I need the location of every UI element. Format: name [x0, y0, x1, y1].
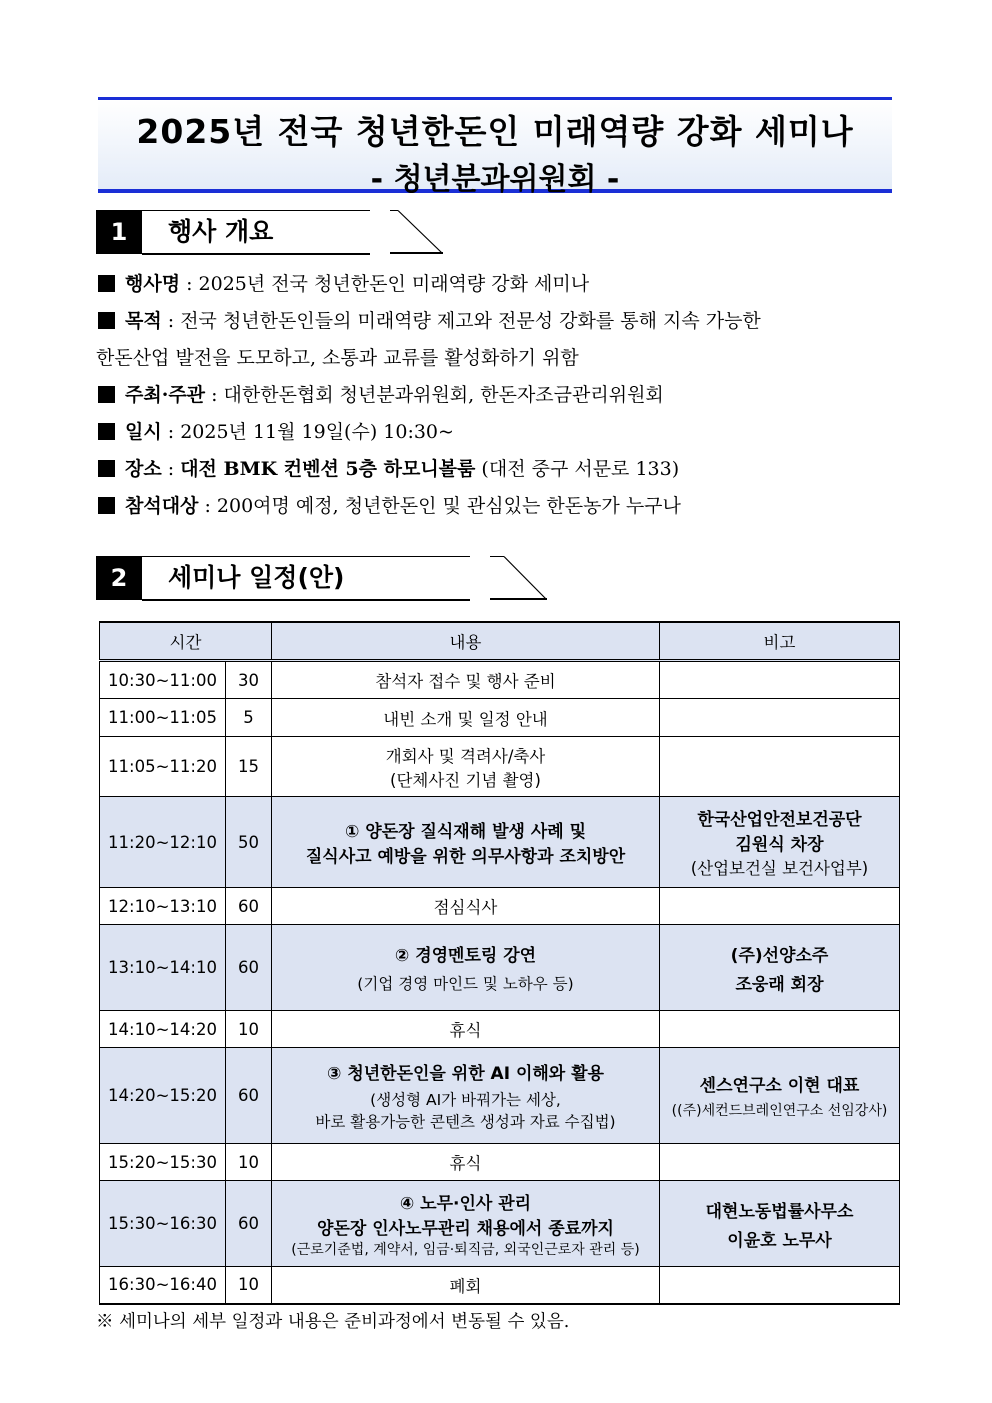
overview-item-event-name: 행사명 : 2025년 전국 청년한돈인 미래역량 강화 세미나 [96, 266, 916, 303]
schedule-table [99, 621, 900, 1305]
overview-list [96, 266, 916, 525]
bullet-square-icon [98, 497, 115, 514]
table-row: 13:10~14:10 60 ② 경영멘토링 강연 (기업 경영 마인드 및 노하우 등) (주)선양소주 조웅래 회장 [100, 925, 900, 1011]
table-row: 15:30~16:30 60 ④ 노무·인사 관리 양돈장 인사노무관리 채용에서 종료까지 (근로기준법, 계약서, 임금·퇴직금, 외국인근로자 관리 등) 대현노동법률사무소 이윤호 노무사 [100, 1181, 900, 1267]
page-title: 2025년 전국 청년한돈인 미래역량 강화 세미나 [136, 112, 854, 151]
overview-item-organizer: 주최·주관 : 대한한돈협회 청년분과위원회, 한돈자조금관리위원회 [96, 377, 916, 414]
overview-item-date: 일시 : 2025년 11월 19일(수) 10:30~ [96, 414, 916, 451]
bullet-square-icon [98, 312, 115, 329]
page-subtitle: - 청년분과위원회 - [370, 162, 620, 197]
table-row: 12:10~13:10 60 점심식사 [100, 888, 900, 925]
table-row: 10:30~11:00 30 참석자 접수 및 행사 준비 [100, 661, 900, 699]
header-time: 시간 [100, 622, 272, 661]
section-number: 2 [96, 556, 142, 600]
table-header-row [100, 622, 900, 661]
section-number: 1 [96, 210, 142, 254]
bullet-square-icon [98, 423, 115, 440]
bullet-square-icon [98, 275, 115, 292]
table-row: 11:05~11:20 15 개회사 및 격려사/축사 (단체사진 기념 촬영) [100, 737, 900, 797]
bullet-square-icon [98, 386, 115, 403]
overview-item-purpose: 목적 : 전국 청년한돈인들의 미래역량 제고와 전문성 강화를 통해 지속 가능한 [96, 303, 916, 340]
header-content: 내용 [272, 622, 660, 661]
header-note: 비고 [660, 622, 900, 661]
section-label: 세미나 일정(안) [142, 556, 470, 601]
overview-item-venue: 장소 : 대전 BMK 컨벤션 5층 하모니볼룸 (대전 중구 서문로 133) [96, 451, 916, 488]
table-row: 11:00~11:05 5 내빈 소개 및 일정 안내 [100, 699, 900, 737]
footnote: ※ 세미나의 세부 일정과 내용은 준비과정에서 변동될 수 있음. [96, 1312, 570, 1332]
table-row: 15:20~15:30 10 휴식 [100, 1144, 900, 1181]
table-row: 11:20~12:10 50 ① 양돈장 질식재해 발생 사례 및 질식사고 예방을 위한 의무사항과 조치방안 한국산업안전보건공단 김원식 차장 (산업보건실 보건사업부) [100, 797, 900, 888]
section-tab-slant [490, 556, 550, 601]
overview-item-attendees: 참석대상 : 200여명 예정, 청년한돈인 및 관심있는 한돈농가 누구나 [96, 488, 916, 525]
table-row: 16:30~16:40 10 폐회 [100, 1267, 900, 1304]
title-banner [98, 97, 892, 197]
table-row: 14:10~14:20 10 휴식 [100, 1011, 900, 1048]
section-tab-slant [390, 210, 446, 255]
overview-item-purpose-cont: 한돈산업 발전을 도모하고, 소통과 교류를 활성화하기 위함 [96, 347, 579, 369]
table-row: 14:20~15:20 60 ③ 청년한돈인을 위한 AI 이해와 활용 (생성형 AI가 바꿔가는 세상, 바로 활용가능한 콘텐츠 생성과 자료 수집법) 센스연구소 이현 대표 ((주)세컨드브레인연구소 선임강사) [100, 1048, 900, 1144]
section-label: 행사 개요 [142, 210, 370, 255]
bullet-square-icon [98, 460, 115, 477]
